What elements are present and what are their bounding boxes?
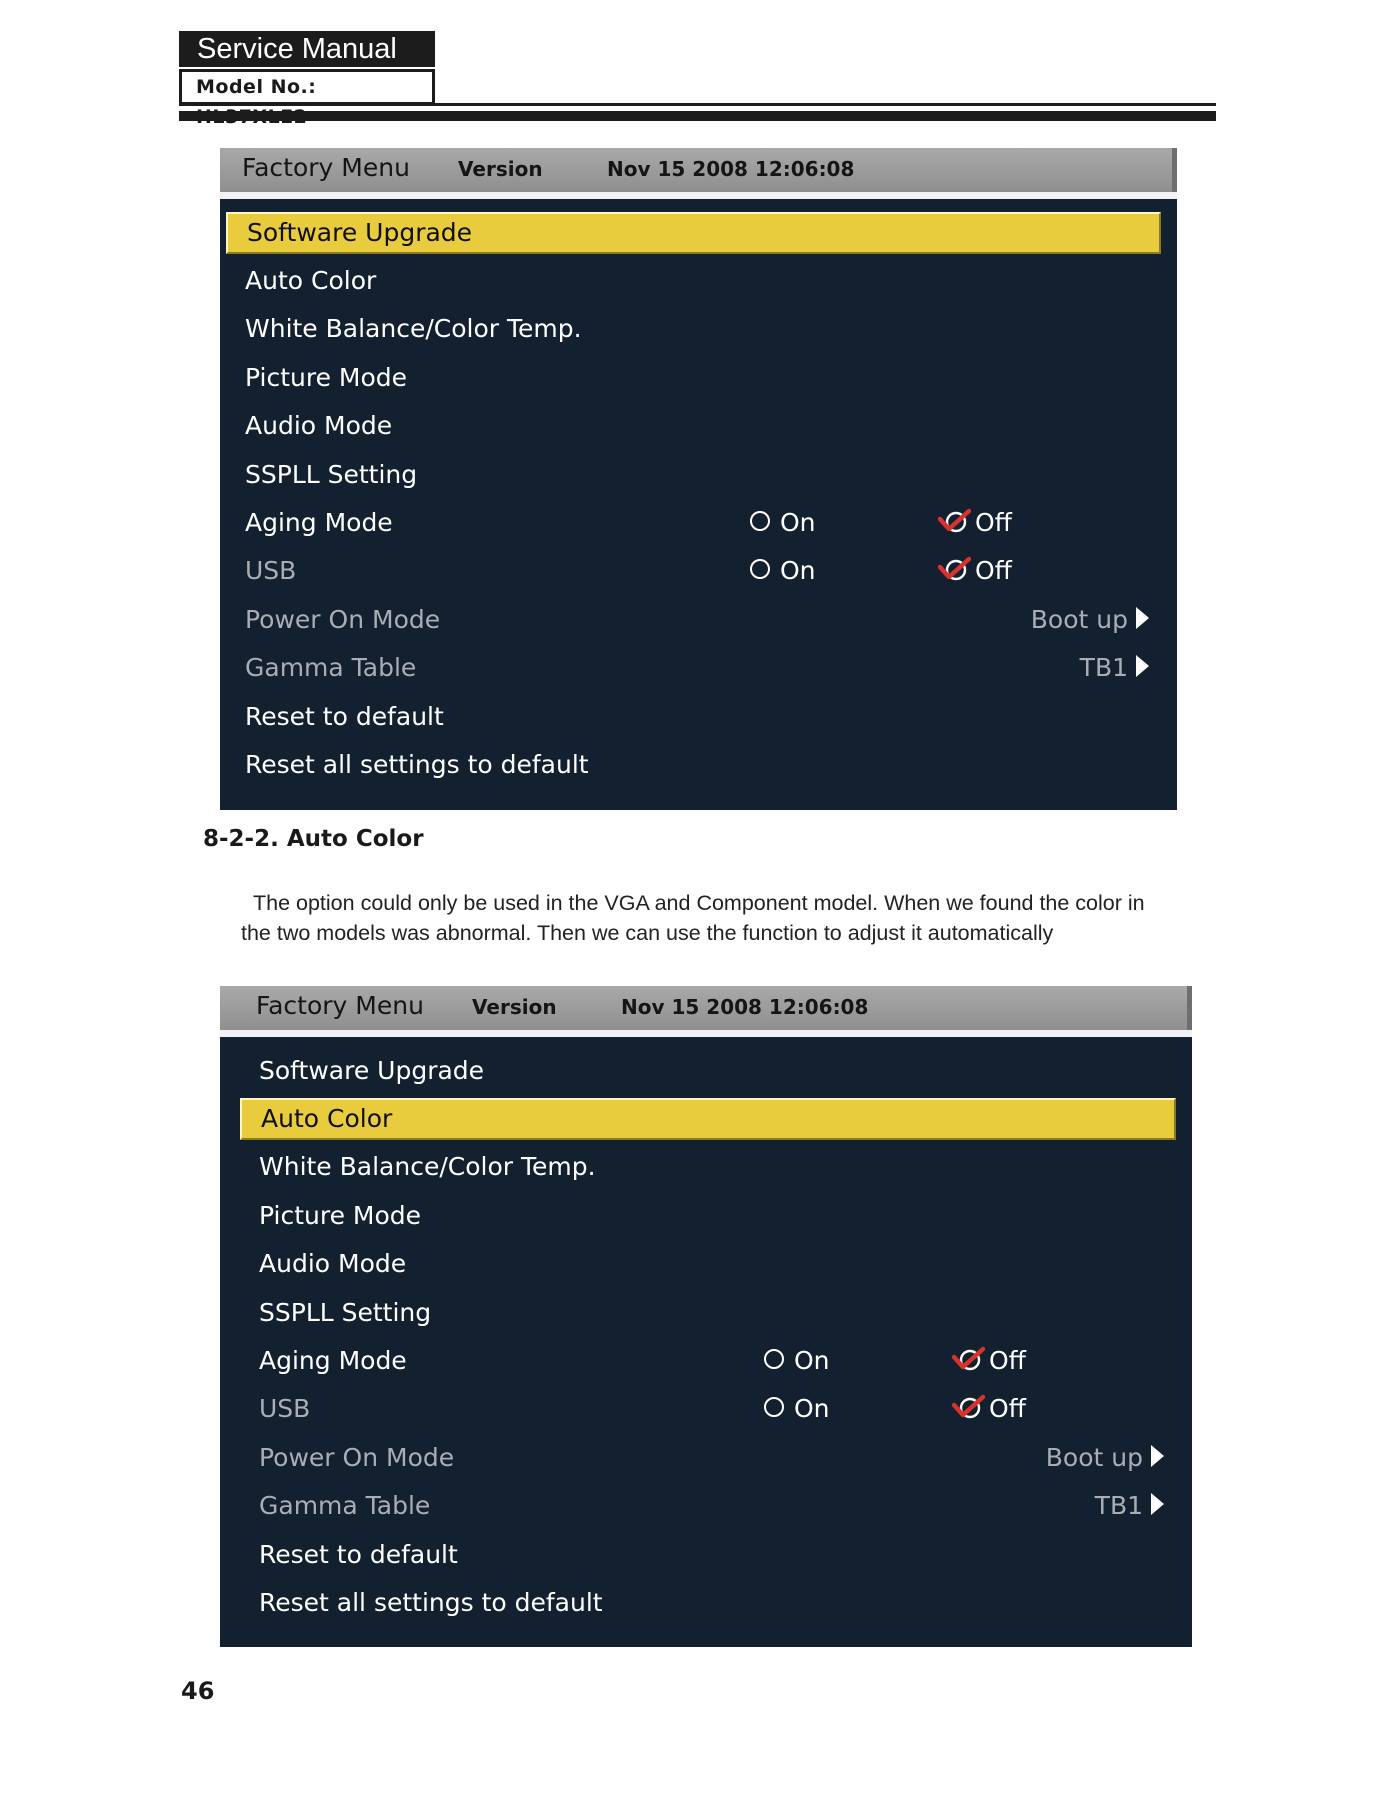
menu-item-aging-mode[interactable] <box>240 1340 1176 1382</box>
right-arrow-icon <box>1136 607 1149 629</box>
option-label: On <box>780 556 816 585</box>
service-manual-title: Service Manual <box>179 31 435 67</box>
menu-item-label: Auto Color <box>245 266 377 295</box>
version-label: Version <box>472 995 557 1019</box>
menu-item-label: Software Upgrade <box>247 218 473 247</box>
menu-item-auto-color[interactable] <box>226 260 1161 302</box>
radio-empty-icon <box>750 559 770 579</box>
menu-item-power-on-mode[interactable] <box>240 1437 1176 1479</box>
version-value: Nov 15 2008 12:06:08 <box>607 157 855 181</box>
gamma-value[interactable] <box>1095 1485 1164 1527</box>
option-label: Off <box>975 508 1012 537</box>
menu-item-label: SSPLL Setting <box>259 1298 432 1327</box>
menu-item-white-balance[interactable] <box>226 308 1161 350</box>
menu-item-aging-mode[interactable] <box>226 502 1161 544</box>
factory-menu-screenshot-1 <box>220 148 1177 810</box>
menu-item-label: Reset all settings to default <box>245 750 589 779</box>
option-label: On <box>780 508 816 537</box>
version-label: Version <box>458 157 543 181</box>
version-value: Nov 15 2008 12:06:08 <box>621 995 869 1019</box>
power-on-value[interactable] <box>1046 1437 1164 1479</box>
menu-title-bar <box>220 148 1177 192</box>
aging-on-option[interactable] <box>764 1340 830 1382</box>
radio-empty-icon <box>764 1397 784 1417</box>
menu-item-label: Auto Color <box>261 1104 393 1133</box>
usb-on-option[interactable] <box>764 1388 830 1430</box>
section-heading: 8-2-2. Auto Color <box>203 826 424 852</box>
menu-item-label: Aging Mode <box>259 1346 407 1375</box>
menu-item-reset-default[interactable] <box>226 696 1161 738</box>
menu-item-power-on-mode[interactable] <box>226 599 1161 641</box>
factory-menu-screenshot-2 <box>220 986 1192 1647</box>
option-label: Off <box>989 1346 1026 1375</box>
checked-radio-icon <box>951 1394 985 1420</box>
menu-item-reset-default[interactable] <box>240 1534 1176 1576</box>
menu-item-picture-mode[interactable] <box>240 1195 1176 1237</box>
option-label: On <box>794 1394 830 1423</box>
menu-item-picture-mode[interactable] <box>226 357 1161 399</box>
aging-off-option[interactable] <box>937 502 1012 544</box>
power-on-value[interactable] <box>1031 599 1149 641</box>
menu-item-label: Power On Mode <box>245 605 441 634</box>
checked-radio-icon <box>937 508 971 534</box>
menu-item-software-upgrade[interactable] <box>226 212 1161 254</box>
menu-item-gamma-table[interactable] <box>226 647 1161 689</box>
menu-item-label: Audio Mode <box>259 1249 407 1278</box>
radio-empty-icon <box>764 1349 784 1369</box>
menu-item-label: Audio Mode <box>245 411 393 440</box>
menu-item-audio-mode[interactable] <box>240 1243 1176 1285</box>
value-label: TB1 <box>1094 1491 1143 1520</box>
menu-item-gamma-table[interactable] <box>240 1485 1176 1527</box>
menu-item-usb[interactable] <box>240 1388 1176 1430</box>
menu-item-audio-mode[interactable] <box>226 405 1161 447</box>
menu-title: Factory Menu <box>256 991 424 1020</box>
menu-item-white-balance[interactable] <box>240 1146 1176 1188</box>
option-label: Off <box>989 1394 1026 1423</box>
menu-item-software-upgrade[interactable] <box>240 1050 1176 1092</box>
usb-on-option[interactable] <box>750 550 816 592</box>
usb-off-option[interactable] <box>951 1388 1026 1430</box>
menu-item-label: USB <box>245 556 297 585</box>
right-arrow-icon <box>1151 1445 1164 1467</box>
radio-empty-icon <box>750 511 770 531</box>
aging-on-option[interactable] <box>750 502 816 544</box>
page-number: 46 <box>181 1677 215 1705</box>
option-label: Off <box>975 556 1012 585</box>
menu-item-label: SSPLL Setting <box>245 460 418 489</box>
menu-item-reset-all[interactable] <box>226 744 1161 786</box>
body-line-2: the two models was abnormal. Then we can use the function to adjust it automatically <box>241 921 1054 945</box>
option-label: On <box>794 1346 830 1375</box>
title-separator <box>220 1030 1192 1037</box>
menu-item-reset-all[interactable] <box>240 1582 1176 1624</box>
menu-item-label: Gamma Table <box>259 1491 431 1520</box>
value-label: Boot up <box>1045 1443 1143 1472</box>
aging-off-option[interactable] <box>951 1340 1026 1382</box>
value-label: Boot up <box>1030 605 1128 634</box>
menu-item-label: White Balance/Color Temp. <box>245 314 582 343</box>
menu-item-label: USB <box>259 1394 311 1423</box>
menu-item-label: Picture Mode <box>259 1201 422 1230</box>
menu-item-auto-color[interactable] <box>240 1098 1176 1140</box>
usb-off-option[interactable] <box>937 550 1012 592</box>
right-arrow-icon <box>1151 1493 1164 1515</box>
section-body <box>241 888 1221 948</box>
menu-item-usb[interactable] <box>226 550 1161 592</box>
menu-item-label: Software Upgrade <box>259 1056 485 1085</box>
menu-item-label: Reset to default <box>245 702 444 731</box>
menu-item-label: Power On Mode <box>259 1443 455 1472</box>
gamma-value[interactable] <box>1080 647 1149 689</box>
header-rule-thick <box>179 111 1216 121</box>
right-arrow-icon <box>1136 655 1149 677</box>
menu-item-label: Aging Mode <box>245 508 393 537</box>
menu-item-label: Reset all settings to default <box>259 1588 603 1617</box>
menu-item-label: White Balance/Color Temp. <box>259 1152 596 1181</box>
model-number: Model No.: <box>179 69 435 105</box>
menu-title: Factory Menu <box>242 153 410 182</box>
menu-item-sspll-setting[interactable] <box>240 1292 1176 1334</box>
menu-item-label: Picture Mode <box>245 363 408 392</box>
menu-item-label: Reset to default <box>259 1540 458 1569</box>
value-label: TB1 <box>1079 653 1128 682</box>
body-line-1: The option could only be used in the VGA and Component model. When we found the color in <box>253 891 1145 915</box>
checked-radio-icon <box>937 556 971 582</box>
menu-title-bar <box>220 986 1192 1030</box>
header-rule-thin <box>179 103 1216 106</box>
checked-radio-icon <box>951 1346 985 1372</box>
title-separator <box>220 192 1177 199</box>
menu-item-sspll-setting[interactable] <box>226 454 1161 496</box>
menu-item-label: Gamma Table <box>245 653 417 682</box>
